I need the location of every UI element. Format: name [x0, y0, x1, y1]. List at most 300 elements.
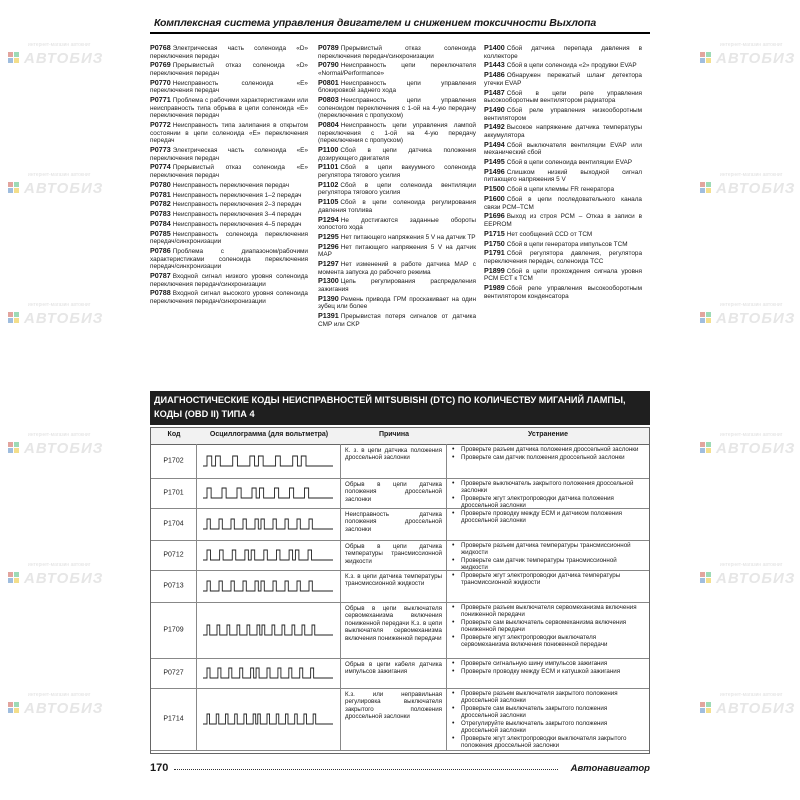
logo-square	[700, 58, 705, 63]
watermark-text: АВТОБИЗ	[716, 700, 796, 717]
dtc-code: P0788	[150, 288, 171, 298]
row-code: P1702	[163, 457, 184, 465]
dtc-entry	[484, 249, 642, 265]
dtc-entry	[484, 158, 642, 167]
row-code: P1714	[163, 715, 184, 723]
dtc-description: Неисправность переключения 4–5 передач	[172, 220, 302, 228]
cell-cause	[341, 658, 447, 688]
dtc-description: Обнаружен пережатый шланг детектора утечки EVAP	[484, 72, 642, 87]
dtc-entry	[318, 243, 476, 259]
dtc-table	[150, 427, 650, 754]
cell-cause	[341, 570, 447, 602]
cell-cause	[341, 540, 447, 570]
dtc-entry	[150, 79, 308, 95]
dtc-description: Высокое напряжение датчика температуры аккумулятора	[484, 124, 642, 139]
oscillogram-waveform	[203, 486, 333, 500]
logo-square	[700, 442, 705, 447]
dtc-code: P0772	[150, 120, 171, 130]
dtc-description: Нет сообщений CCD от TCM	[506, 230, 593, 238]
logo-square	[14, 442, 19, 447]
waveform-line	[203, 488, 333, 498]
dtc-entry	[318, 312, 476, 328]
dtc-code: P1600	[484, 193, 505, 203]
dtc-entry	[484, 61, 642, 70]
cell-fix	[447, 570, 649, 602]
row-cause: Обрыв в цепи кабеля датчика импульсов зажигания	[345, 661, 442, 676]
table-row	[151, 508, 649, 541]
logo-square	[700, 572, 705, 577]
dtc-entry	[318, 198, 476, 214]
logo-square	[14, 702, 19, 707]
code-column-3	[484, 44, 642, 301]
dtc-code: P1496	[484, 166, 505, 176]
dtc-description: Сбой регулятора давления, регулятора переключения передач, соленоида TCC	[484, 250, 642, 265]
row-code: P1704	[163, 520, 184, 528]
dtc-code: P1390	[318, 293, 339, 303]
dtc-description: Неисправность переключения 2–3 передач	[172, 201, 302, 209]
dtc-code: P1300	[318, 276, 339, 286]
logo-square	[8, 572, 13, 577]
cell-cause	[341, 444, 447, 478]
watermark-text: АВТОБИЗ	[716, 440, 796, 457]
dtc-code: P1486	[484, 70, 505, 80]
fix-item: • Проверьте жгут электропроводки датчика температуры трансмиссионной жидкости	[461, 572, 645, 586]
row-code: P0713	[163, 582, 184, 590]
logo-square	[14, 708, 19, 713]
header-cause: Причина	[378, 431, 410, 438]
cell-cause	[341, 508, 447, 540]
dtc-entry	[150, 163, 308, 179]
dtc-description: Неисправность цепи управления блокировкой заднего хода	[318, 79, 476, 95]
watermark-text: АВТОБИЗ	[716, 50, 796, 67]
dtc-description: Неисправность соленоида «E» переключения передач	[150, 79, 308, 95]
dtc-code: P0789	[318, 43, 339, 52]
dtc-entry	[484, 44, 642, 60]
logo-square	[8, 58, 13, 63]
logo-square	[8, 182, 13, 187]
dtc-description: Электрическая часть соленоида «D» переключения передач	[150, 45, 308, 60]
dtc-code: P1715	[484, 228, 505, 238]
dtc-entry	[484, 284, 642, 300]
dtc-entry	[150, 61, 308, 77]
fix-item: • Отрегулируйте выключатель закрытого положения дроссельной заслонки	[461, 720, 645, 734]
header-oscillogram: Осциллограмма (для вольтметра)	[209, 431, 329, 438]
fix-item: • Проверьте сам датчик положения дроссельной заслонки	[461, 454, 645, 461]
dtc-entry	[484, 141, 642, 157]
dtc-code: P0790	[318, 60, 339, 70]
dtc-description: Сбой выключателя вентиляции EVAP или механический сбой	[484, 141, 642, 157]
dtc-entry	[150, 44, 308, 60]
dtc-description: Сбой в цепи соленоида регулирования давления топлива	[318, 199, 476, 214]
row-cause: К.з. или неправильная регулировка выключателя закрытого положения дроссельной заслонки	[345, 691, 442, 721]
watermark-subtext: интернет-магазин автокниг	[28, 42, 91, 48]
section-title: ДИАГНОСТИЧЕСКИЕ КОДЫ НЕИСПРАВНОСТЕЙ MITSUBISHI (DTC) ПО КОЛИЧЕСТВУ МИГАНИЙ ЛАМПЫ, КОДЫ (OBD II) ТИПА 4	[154, 395, 626, 419]
cell-oscillogram	[197, 444, 341, 478]
row-code: P1701	[163, 489, 184, 497]
fix-list	[447, 444, 649, 464]
code-column-2	[318, 44, 476, 330]
dtc-description: Входной сигнал высокого уровня соленоида переключения передач/синхронизации	[150, 290, 308, 306]
dtc-description: Неисправность типа залипания в открытом состоянии в цепи соленоида «E» переключения передач	[150, 122, 308, 145]
fix-item: • Проверьте проводку между ECM и катушкой зажигания	[461, 668, 645, 675]
dtc-code: P0774	[150, 162, 171, 172]
watermark-logo	[8, 560, 118, 590]
dtc-description: Проблема с рабочими характеристиками или неисправность типа обрыва в цепи соленоида «E» переключения передач	[150, 97, 308, 120]
row-cause: Неисправность датчика положения дроссельной заслонки	[345, 511, 442, 533]
dtc-entry	[484, 230, 642, 239]
dtc-code: P1989	[484, 283, 505, 293]
dtc-entry	[150, 289, 308, 305]
dtc-entry	[318, 295, 476, 311]
dtc-description: Сбой в цепи соленоида «2» продувки EVAP	[506, 62, 637, 70]
watermark-subtext: интернет-магазин автокниг	[28, 692, 91, 698]
logo-square	[706, 442, 711, 447]
dtc-description: Неисправность переключения передач	[172, 181, 290, 189]
watermark-subtext: интернет-магазин автокниг	[28, 562, 91, 568]
dtc-code: P0785	[150, 228, 171, 238]
dtc-description: Сбой в цепи генератора импульсов TCM	[506, 240, 628, 248]
dtc-entry	[318, 96, 476, 120]
dtc-code-columns	[150, 44, 650, 386]
fix-item: • Проверьте сам датчик температуры трансмиссионной жидкости	[461, 557, 645, 571]
watermark-logo	[700, 560, 800, 590]
dtc-entry	[318, 181, 476, 197]
dtc-code: P0770	[150, 77, 171, 87]
page-number: 170	[150, 762, 169, 774]
logo-square	[706, 572, 711, 577]
dtc-description: Неисправность цепи управления соленоидом переключения с 1-ой на 4-ую передачу (переключения с пропуском)	[318, 97, 476, 120]
logo-square	[706, 702, 711, 707]
fix-item: • Проверьте сам выключатель закрытого положения дроссельной заслонки	[461, 705, 645, 719]
oscillogram-waveform	[203, 454, 333, 468]
header-fix: Устранение	[528, 431, 568, 438]
waveform-line	[203, 519, 333, 529]
cell-code	[151, 658, 197, 688]
watermark-subtext: интернет-магазин автокниг	[720, 172, 783, 178]
dtc-code: P0782	[150, 199, 171, 209]
dtc-entry	[318, 233, 476, 242]
dtc-description: Сбой в цепи прохождения сигнала уровня PCM ECT к TCM	[484, 267, 642, 283]
dtc-code: P1295	[318, 231, 339, 241]
logo-square	[700, 312, 705, 317]
fix-list	[447, 478, 649, 512]
logo-square	[706, 52, 711, 57]
row-cause: Обрыв в цепи выключателя сервомеханизма включения пониженной передачи К.з. в цепи выключателя сервомеханизма включения пониженной передачи	[345, 605, 442, 642]
table-row	[151, 570, 649, 603]
dtc-code: P1100	[318, 145, 339, 155]
dtc-code: P1696	[484, 211, 505, 221]
row-cause: К. з. в цепи датчика положения дроссельной заслонки	[345, 447, 442, 462]
dtc-code: P1297	[318, 259, 339, 269]
dtc-description: Прерывистый отказ соленоида «D» переключения передач	[150, 62, 308, 77]
dtc-description: Нет изменений в работе датчика MAP с момента запуска до рабочего режима	[318, 261, 476, 276]
fix-list	[447, 658, 649, 678]
watermark-text: АВТОБИЗ	[24, 180, 104, 197]
dtc-description: Электрическая часть соленоида «E» переключения передач	[150, 147, 308, 162]
watermark-logo	[700, 170, 800, 200]
dtc-description: Нет питающего напряжения 5 V на датчик MAP	[318, 243, 476, 259]
logo-square	[706, 448, 711, 453]
dtc-code: P1791	[484, 248, 505, 258]
cell-cause	[341, 478, 447, 508]
dtc-description: Сбой в цепи вакуумного соленоида регулятора тягового усилия	[318, 164, 476, 180]
dtc-entry	[150, 121, 308, 145]
logo-square	[14, 52, 19, 57]
cell-oscillogram	[197, 478, 341, 508]
dtc-description: Сбой датчика перепада давления в коллекторе	[484, 45, 642, 60]
logo-square	[706, 188, 711, 193]
dtc-entry	[484, 168, 642, 184]
watermark-subtext: интернет-магазин автокниг	[28, 172, 91, 178]
logo-square	[14, 312, 19, 317]
dtc-description: Неисправность переключения 3–4 передач	[172, 211, 302, 219]
dtc-description: Неисправность переключения 1–2 передач	[172, 191, 302, 199]
fix-list	[447, 688, 649, 752]
waveform-line	[203, 550, 333, 560]
table-row	[151, 478, 649, 509]
footer-divider	[174, 769, 558, 770]
watermark-logo	[8, 300, 118, 330]
watermark-subtext: интернет-магазин автокниг	[720, 42, 783, 48]
dtc-description: Неисправность соленоида переключения передач/синхронизации	[150, 230, 308, 246]
cell-oscillogram	[197, 688, 341, 750]
dtc-description: Неисправность цепи управления лампой переключения с 1-ой на 4-ую передачу (переключения с пропуском)	[318, 122, 476, 145]
dtc-code: P1750	[484, 238, 505, 248]
dtc-code: P1400	[484, 43, 505, 52]
logo-square	[8, 312, 13, 317]
watermark-logo	[8, 690, 118, 720]
dtc-entry	[318, 61, 476, 77]
dtc-entry	[484, 71, 642, 87]
logo-square	[8, 578, 13, 583]
watermark-text: АВТОБИЗ	[24, 50, 104, 67]
fix-item: • Проверьте разъем датчика температуры трансмиссионной жидкости	[461, 542, 645, 556]
dtc-code: P1294	[318, 214, 339, 224]
dtc-description: Цепь регулирования распределения зажигания	[318, 278, 476, 294]
dtc-description: Входной сигнал низкого уровня соленоида переключения передач/синхронизации	[150, 273, 308, 288]
fix-item: • Проверьте выключатель закрытого положения дроссельной заслонки	[461, 480, 645, 494]
logo-square	[8, 708, 13, 713]
logo-square	[706, 182, 711, 187]
fix-item: • Проверьте разъем выключателя закрытого положения дроссельной заслонки	[461, 690, 645, 704]
dtc-entry	[150, 272, 308, 288]
dtc-code: P1443	[484, 60, 505, 70]
dtc-code: P0804	[318, 120, 339, 130]
watermark-subtext: интернет-магазин автокниг	[720, 432, 783, 438]
dtc-entry	[318, 146, 476, 162]
logo-square	[700, 182, 705, 187]
table-row	[151, 540, 649, 571]
logo-square	[14, 58, 19, 63]
logo-square	[14, 578, 19, 583]
logo-square	[706, 58, 711, 63]
cell-fix	[447, 602, 649, 658]
watermark-text: АВТОБИЗ	[716, 570, 796, 587]
watermark-text: АВТОБИЗ	[24, 570, 104, 587]
cell-code	[151, 688, 197, 750]
row-cause: Обрыв в цепи датчика температуры трансмиссионной жидкости	[345, 543, 442, 565]
watermark-logo	[8, 170, 118, 200]
watermark-logo	[700, 40, 800, 70]
logo-square	[700, 52, 705, 57]
cell-cause	[341, 602, 447, 658]
code-column-1	[150, 44, 308, 307]
table-row	[151, 444, 649, 479]
cell-oscillogram	[197, 540, 341, 570]
dtc-entry	[484, 106, 642, 122]
oscillogram-waveform	[203, 623, 333, 637]
logo-square	[700, 188, 705, 193]
logo-square	[8, 52, 13, 57]
dtc-description: Сбой в цепи клеммы FR генератора	[506, 186, 615, 194]
logo-square	[14, 182, 19, 187]
fix-item: • Проверьте жгут электропроводки выключателя закрытого положения дроссельной заслонки	[461, 735, 645, 749]
book-page	[150, 0, 650, 800]
logo-square	[700, 702, 705, 707]
dtc-code: P1101	[318, 162, 339, 172]
watermark-subtext: интернет-магазин автокниг	[720, 692, 783, 698]
logo-square	[706, 708, 711, 713]
header-code: Код	[167, 431, 181, 438]
cell-fix	[447, 540, 649, 570]
dtc-code: P0784	[150, 218, 171, 228]
waveform-line	[203, 581, 333, 591]
dtc-entry	[484, 267, 642, 283]
dtc-description: Выход из строя PCM – Отказ в записи в EEPROM	[484, 213, 642, 228]
watermark-subtext: интернет-магазин автокниг	[720, 302, 783, 308]
oscillogram-waveform	[203, 517, 333, 531]
dtc-entry	[484, 212, 642, 228]
fix-list	[447, 540, 649, 574]
waveform-line	[203, 625, 333, 635]
dtc-code: P1495	[484, 157, 505, 167]
logo-square	[8, 442, 13, 447]
dtc-entry	[150, 220, 308, 229]
dtc-entry	[150, 230, 308, 246]
table-row	[151, 688, 649, 751]
dtc-entry	[318, 277, 476, 293]
cell-oscillogram	[197, 508, 341, 540]
logo-square	[700, 578, 705, 583]
dtc-entry	[150, 96, 308, 120]
logo-square	[8, 188, 13, 193]
fix-list	[447, 602, 649, 651]
dtc-entry	[318, 121, 476, 145]
logo-square	[706, 318, 711, 323]
cell-oscillogram	[197, 658, 341, 688]
header-title: Комплексная система управления двигателем и снижением токсичности Выхлопа	[154, 17, 597, 29]
page-footer	[150, 762, 650, 778]
fix-item: • Проверьте разъем выключателя сервомеханизма включения пониженной передачи	[461, 604, 645, 618]
fix-item: • Проверьте жгут электропроводки выключателя сервомеханизма включения пониженной передачи	[461, 634, 645, 648]
cell-code	[151, 602, 197, 658]
dtc-description: Сбой в цепи реле управления высокооборотным вентилятором радиатора	[484, 89, 642, 105]
watermark-logo	[8, 40, 118, 70]
oscillogram-waveform	[203, 712, 333, 726]
dtc-entry	[150, 181, 308, 190]
watermark-text: АВТОБИЗ	[24, 310, 104, 327]
dtc-code: P1487	[484, 87, 505, 97]
watermark-subtext: интернет-магазин автокниг	[720, 562, 783, 568]
dtc-description: Прерывистый отказ соленоида переключения передач/синхронизации	[318, 45, 476, 60]
logo-square	[8, 318, 13, 323]
dtc-code: P0773	[150, 145, 171, 155]
row-code: P1709	[163, 626, 184, 634]
cell-code	[151, 540, 197, 570]
dtc-entry	[150, 247, 308, 271]
dtc-entry	[150, 200, 308, 209]
dtc-code: P0787	[150, 271, 171, 281]
logo-square	[14, 572, 19, 577]
table-header	[151, 428, 649, 445]
cell-cause	[341, 688, 447, 750]
watermark-text: АВТОБИЗ	[24, 440, 104, 457]
logo-square	[700, 448, 705, 453]
watermark-logo	[8, 430, 118, 460]
dtc-description: Сбой в цепи датчика положения дозирующего двигателя	[318, 147, 476, 162]
logo-square	[700, 318, 705, 323]
logo-square	[14, 318, 19, 323]
dtc-code: P0768	[150, 43, 171, 52]
watermark-text: АВТОБИЗ	[716, 180, 796, 197]
dtc-code: P0801	[318, 77, 339, 87]
watermark-text: АВТОБИЗ	[716, 310, 796, 327]
dtc-entry	[318, 163, 476, 179]
dtc-entry	[150, 191, 308, 200]
page-header	[150, 12, 650, 34]
fix-list	[447, 508, 649, 527]
dtc-description: Прерывистая потеря сигналов от датчика CMP или CKP	[318, 313, 476, 328]
dtc-description: Нет питающего напряжения 5 V на датчик TP	[340, 233, 476, 241]
oscillogram-waveform	[203, 666, 333, 680]
dtc-description: Сбой реле управления низкооборотным вентилятором	[484, 106, 642, 122]
dtc-code: P0769	[150, 60, 171, 70]
fix-item: • Проверьте сигнальную шину импульсов зажигания	[461, 660, 645, 667]
watermark-logo	[700, 430, 800, 460]
logo-square	[8, 702, 13, 707]
dtc-entry	[150, 146, 308, 162]
dtc-code: P1500	[484, 184, 505, 194]
oscillogram-waveform	[203, 579, 333, 593]
dtc-description: Неисправность цепи переключателя «Normal/Performance»	[318, 62, 476, 77]
publisher-name: Автонавигатор	[570, 763, 650, 774]
dtc-description: Слишком низкий выходной сигнал питающего напряжения 5 V	[484, 168, 642, 184]
cell-fix	[447, 508, 649, 540]
dtc-entry	[484, 89, 642, 105]
dtc-description: Сбой реле управления высокооборотным вентилятором конденсатора	[484, 285, 642, 300]
watermark-text: АВТОБИЗ	[24, 700, 104, 717]
cell-fix	[447, 478, 649, 508]
logo-square	[14, 448, 19, 453]
dtc-code: P0786	[150, 246, 171, 256]
cell-code	[151, 444, 197, 478]
section-banner	[150, 391, 650, 425]
dtc-description: Не достигаются заданные обороты холостого хода	[318, 216, 476, 232]
dtc-entry	[318, 216, 476, 232]
watermark-subtext: интернет-магазин автокниг	[28, 302, 91, 308]
waveform-line	[203, 714, 333, 724]
cell-fix	[447, 688, 649, 750]
fix-item: • Проверьте проводку между ECM и датчиком положения дроссельной заслонки	[461, 510, 645, 524]
oscillogram-waveform	[203, 548, 333, 562]
fix-item: • Проверьте разъем датчика положения дроссельной заслонки	[461, 446, 645, 453]
dtc-entry	[484, 240, 642, 249]
dtc-description: Ремень привода ГРМ проскакивает на один зубец или более	[318, 295, 476, 311]
dtc-entry	[318, 260, 476, 276]
dtc-entry	[484, 195, 642, 211]
fix-item: • Проверьте жгут электропроводки датчика положения дроссельной заслонки	[461, 495, 645, 509]
watermark-logo	[700, 300, 800, 330]
